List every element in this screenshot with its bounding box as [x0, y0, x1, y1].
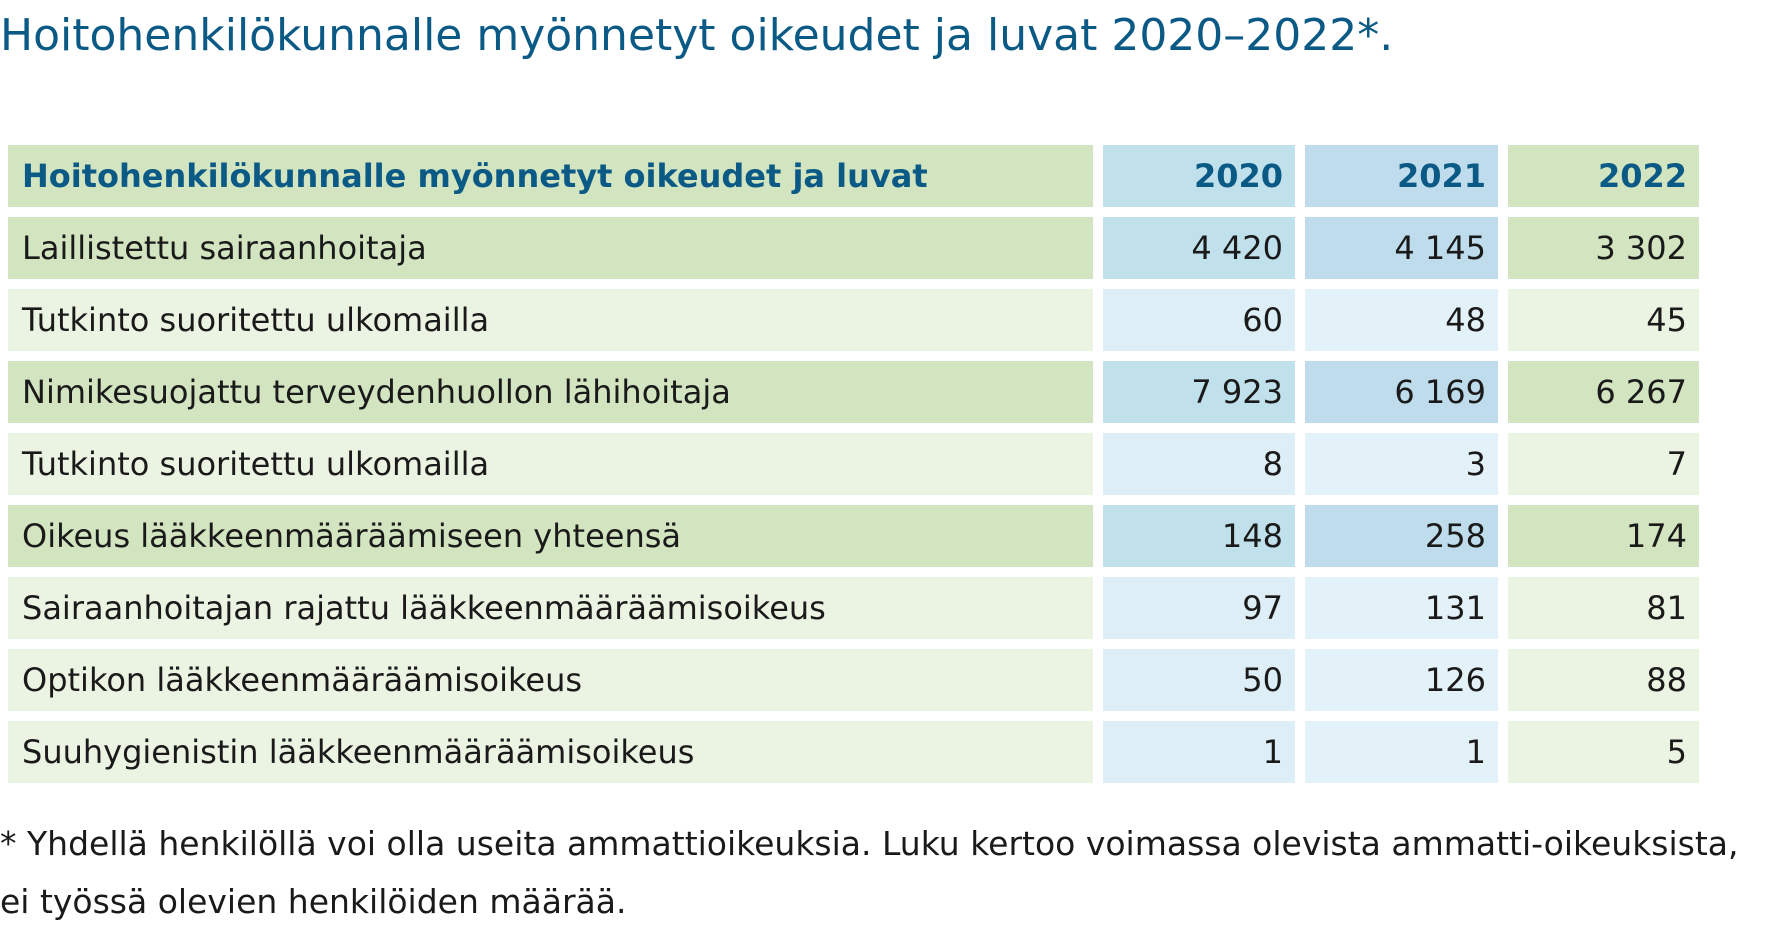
footnote: * Yhdellä henkilöllä voi olla useita ammattioikeuksia. Luku kertoo voimassa olevista ammatti-oikeuksista, ei työssä olevien henkilöiden määrää.	[0, 824, 1739, 921]
row-label: Oikeus lääkkeenmääräämiseen yhteensä	[8, 505, 1093, 567]
value-cell-2021: 3	[1305, 433, 1498, 495]
value-cell-2020: 8	[1103, 433, 1295, 495]
page-title: Hoitohenkilökunnalle myönnetyt oikeudet ja luvat 2020–2022*.	[0, 10, 1394, 61]
row-label: Optikon lääkkeenmääräämisoikeus	[8, 649, 1093, 711]
value-cell-2022: 174	[1508, 505, 1699, 567]
value-cell-2020: 148	[1103, 505, 1295, 567]
data-table	[8, 145, 1699, 793]
value-cell-2021: 48	[1305, 289, 1498, 351]
value-cell-2020: 1	[1103, 721, 1295, 783]
value-cell-2020: 4 420	[1103, 217, 1295, 279]
value-cell-2022: 3 302	[1508, 217, 1699, 279]
value-cell-2021: 6 169	[1305, 361, 1498, 423]
value-cell-2022: 81	[1508, 577, 1699, 639]
row-label: Tutkinto suoritettu ulkomailla	[8, 289, 1093, 351]
header-label-column: Hoitohenkilökunnalle myönnetyt oikeudet ja luvat	[8, 145, 1093, 207]
value-cell-2020: 50	[1103, 649, 1295, 711]
header-year-2022: 2022	[1508, 145, 1699, 207]
value-cell-2021: 1	[1305, 721, 1498, 783]
header-year-2021: 2021	[1305, 145, 1498, 207]
header-year-2020: 2020	[1103, 145, 1295, 207]
value-cell-2022: 88	[1508, 649, 1699, 711]
value-cell-2022: 7	[1508, 433, 1699, 495]
table-row	[8, 577, 1699, 639]
table-row	[8, 289, 1699, 351]
value-cell-2021: 4 145	[1305, 217, 1498, 279]
value-cell-2022: 6 267	[1508, 361, 1699, 423]
row-label: Laillistettu sairaanhoitaja	[8, 217, 1093, 279]
table-row	[8, 433, 1699, 495]
value-cell-2020: 97	[1103, 577, 1295, 639]
row-label: Tutkinto suoritettu ulkomailla	[8, 433, 1093, 495]
value-cell-2021: 126	[1305, 649, 1498, 711]
table-row	[8, 649, 1699, 711]
row-label: Suuhygienistin lääkkeenmääräämisoikeus	[8, 721, 1093, 783]
value-cell-2020: 7 923	[1103, 361, 1295, 423]
value-cell-2022: 45	[1508, 289, 1699, 351]
value-cell-2021: 131	[1305, 577, 1498, 639]
value-cell-2021: 258	[1305, 505, 1498, 567]
value-cell-2022: 5	[1508, 721, 1699, 783]
table-row	[8, 217, 1699, 279]
row-label: Sairaanhoitajan rajattu lääkkeenmääräämisoikeus	[8, 577, 1093, 639]
table-body	[8, 217, 1699, 783]
table-header-row	[8, 145, 1699, 207]
row-label: Nimikesuojattu terveydenhuollon lähihoitaja	[8, 361, 1093, 423]
table-row	[8, 505, 1699, 567]
table-row	[8, 361, 1699, 423]
table-row	[8, 721, 1699, 783]
value-cell-2020: 60	[1103, 289, 1295, 351]
